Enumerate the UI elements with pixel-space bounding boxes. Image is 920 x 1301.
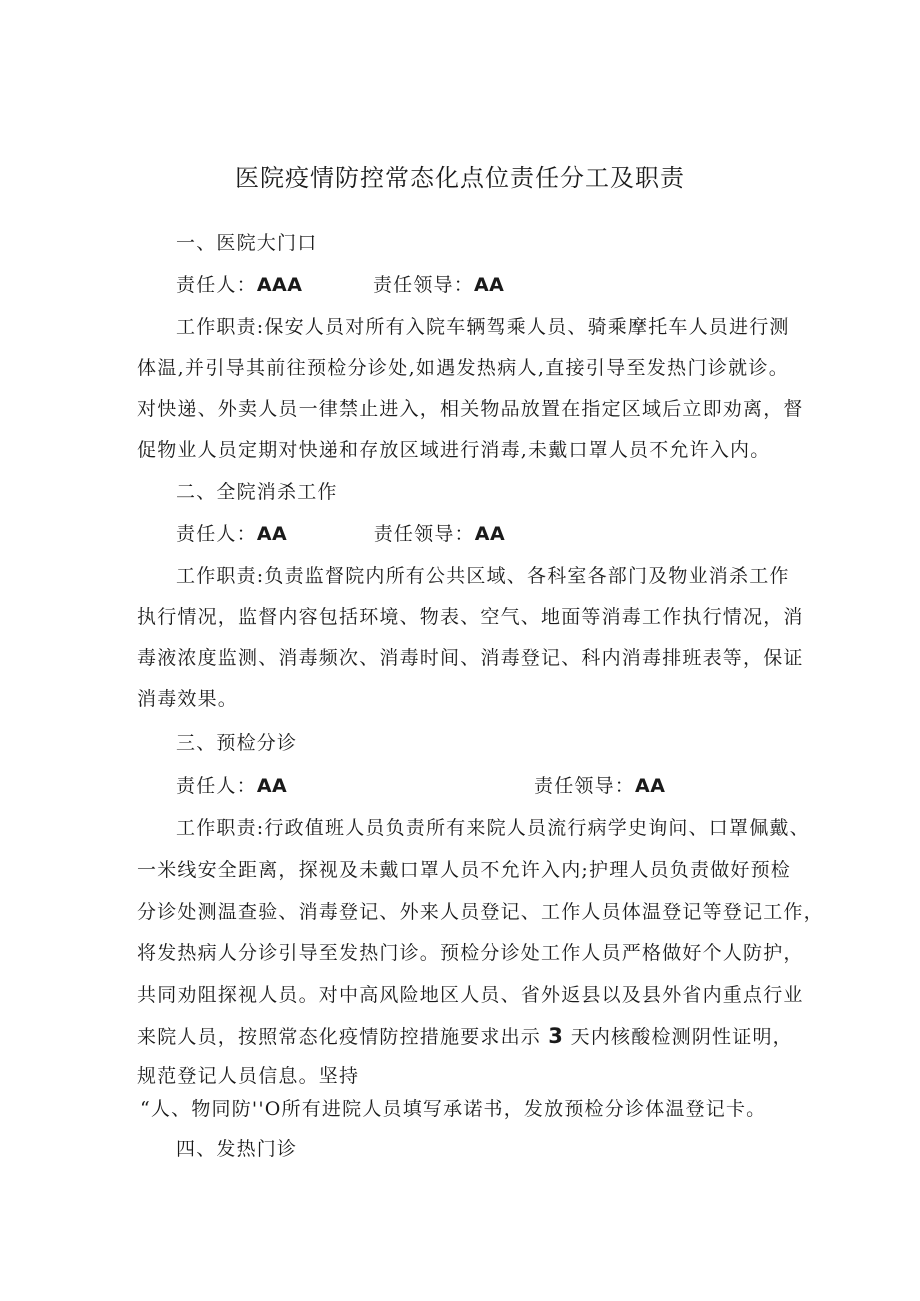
duty-line-test	[137, 1022, 793, 1049]
responsible-row-disinfection	[176, 519, 505, 546]
duty-line: 一米线安全距离，探视及未戴口罩人员不允许入内;护理人员负责做好预检	[137, 859, 792, 881]
responsible-value: AAA	[256, 274, 303, 296]
duty-line: 执行情况，监督内容包括环境、物表、空气、地面等消毒工作执行情况，消	[137, 606, 804, 628]
leader-label: 责任领导：	[373, 523, 475, 545]
duty-line: 共同劝阻探视人员。对中高风险地区人员、省外返县以及县外省内重点行业	[137, 984, 804, 1006]
duty-text: 天内核酸检测阴性证明，	[570, 1026, 793, 1048]
leader-label: 责任领导：	[372, 274, 474, 296]
test-days: 3	[548, 1024, 564, 1048]
leader-value: AA	[474, 523, 506, 545]
duty-line: 将发热病人分诊引导至发热门诊。预检分诊处工作人员严格做好个人防护，	[137, 942, 804, 964]
page-title: 医院疫情防控常态化点位责任分工及职责	[235, 164, 685, 192]
section-heading-triage: 三、预检分诊	[176, 732, 298, 754]
responsible-label: 责任人：	[176, 523, 257, 545]
leader-label: 责任领导：	[534, 775, 636, 797]
section-heading-gate: 一、医院大门口	[176, 232, 318, 254]
duty-line: 工作职责:行政值班人员负责所有来院人员流行病学史询问、口罩佩戴、	[176, 817, 810, 839]
duty-line: 体温,并引导其前往预检分诊处,如遇发热病人,直接引导至发热门诊就诊。	[137, 357, 789, 379]
duty-line: 工作职责:负责监督院内所有公共区域、各科室各部门及物业消杀工作	[176, 565, 790, 587]
section-heading-fever-clinic: 四、发热门诊	[176, 1138, 298, 1160]
leader-value: AA	[635, 775, 666, 797]
responsible-label: 责任人：	[176, 775, 257, 797]
responsible-label: 责任人：	[176, 274, 257, 296]
duty-line: 促物业人员定期对快递和存放区域进行消毒,未戴口罩人员不允许入内。	[137, 439, 771, 461]
leader-value: AA	[473, 274, 505, 296]
responsible-row-gate	[176, 270, 504, 297]
duty-line: 对快递、外卖人员一律禁止进入，相关物品放置在指定区域后立即劝离，督	[137, 398, 804, 420]
duty-line: 毒液浓度监测、消毒频次、消毒时间、消毒登记、科内消毒排班表等，保证	[137, 647, 804, 669]
duty-line: 分诊处测温查验、消毒登记、外来人员登记、工作人员体温登记等登记工作，	[137, 901, 824, 923]
duty-line: 工作职责:保安人员对所有入院车辆驾乘人员、骑乘摩托车人员进行测	[176, 316, 790, 338]
responsible-value: AA	[256, 775, 288, 797]
responsible-value: AA	[256, 523, 288, 545]
duty-line: 规范登记人员信息。坚持	[137, 1065, 360, 1087]
responsible-row-triage	[176, 771, 696, 798]
duty-line: 消毒效果。	[137, 688, 239, 710]
duty-text: 来院人员，按照常态化疫情防控措施要求出示	[137, 1026, 542, 1048]
section-heading-disinfection: 二、全院消杀工作	[176, 481, 338, 503]
duty-line: “人、物同防''O所有进院人员填写承诺书，发放预检分诊体温登记卡。	[140, 1098, 767, 1120]
